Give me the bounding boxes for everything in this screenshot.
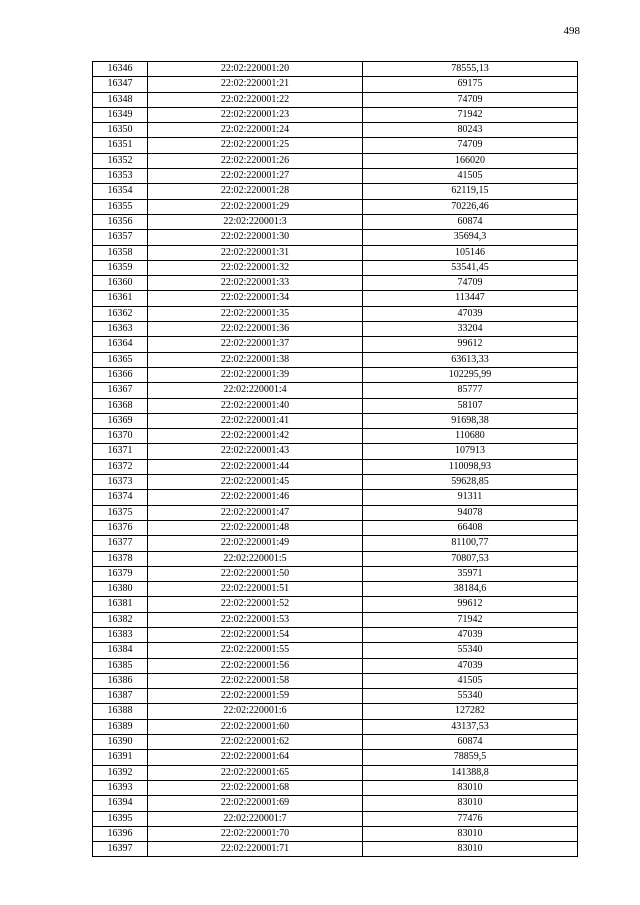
row-number-cell: 16353 <box>93 169 148 184</box>
cadastral-number-cell: 22:02:220001:28 <box>148 184 363 199</box>
row-number-cell: 16368 <box>93 398 148 413</box>
row-number-cell: 16356 <box>93 214 148 229</box>
cadastral-number-cell: 22:02:220001:55 <box>148 643 363 658</box>
cadastral-number-cell: 22:02:220001:49 <box>148 536 363 551</box>
cadastral-number-cell: 22:02:220001:70 <box>148 826 363 841</box>
row-number-cell: 16389 <box>93 719 148 734</box>
value-cell: 105146 <box>363 245 578 260</box>
value-cell: 60874 <box>363 214 578 229</box>
table-row <box>93 322 578 337</box>
table-row <box>93 612 578 627</box>
value-cell: 141388,8 <box>363 765 578 780</box>
row-number-cell: 16370 <box>93 429 148 444</box>
row-number-cell: 16365 <box>93 352 148 367</box>
cadastral-number-cell: 22:02:220001:62 <box>148 735 363 750</box>
table-row <box>93 750 578 765</box>
table-row <box>93 780 578 795</box>
table-row <box>93 413 578 428</box>
value-cell: 69175 <box>363 77 578 92</box>
table-row <box>93 505 578 520</box>
table-row <box>93 551 578 566</box>
value-cell: 63613,33 <box>363 352 578 367</box>
value-cell: 113447 <box>363 291 578 306</box>
row-number-cell: 16388 <box>93 704 148 719</box>
cadastral-number-cell: 22:02:220001:48 <box>148 520 363 535</box>
cadastral-number-cell: 22:02:220001:32 <box>148 260 363 275</box>
value-cell: 35971 <box>363 566 578 581</box>
cadastral-number-cell: 22:02:220001:29 <box>148 199 363 214</box>
table-row <box>93 826 578 841</box>
table-row <box>93 811 578 826</box>
cadastral-number-cell: 22:02:220001:65 <box>148 765 363 780</box>
row-number-cell: 16360 <box>93 276 148 291</box>
row-number-cell: 16383 <box>93 627 148 642</box>
value-cell: 83010 <box>363 780 578 795</box>
row-number-cell: 16379 <box>93 566 148 581</box>
value-cell: 99612 <box>363 597 578 612</box>
cadastral-number-cell: 22:02:220001:23 <box>148 107 363 122</box>
value-cell: 47039 <box>363 627 578 642</box>
table-row <box>93 62 578 77</box>
table-row <box>93 475 578 490</box>
row-number-cell: 16386 <box>93 673 148 688</box>
cadastral-number-cell: 22:02:220001:47 <box>148 505 363 520</box>
value-cell: 74709 <box>363 92 578 107</box>
row-number-cell: 16384 <box>93 643 148 658</box>
value-cell: 55340 <box>363 689 578 704</box>
table-row <box>93 107 578 122</box>
row-number-cell: 16354 <box>93 184 148 199</box>
value-cell: 47039 <box>363 658 578 673</box>
value-cell: 110680 <box>363 429 578 444</box>
value-cell: 66408 <box>363 520 578 535</box>
row-number-cell: 16385 <box>93 658 148 673</box>
row-number-cell: 16376 <box>93 520 148 535</box>
table-row <box>93 796 578 811</box>
cadastral-number-cell: 22:02:220001:34 <box>148 291 363 306</box>
table-row <box>93 260 578 275</box>
table-row <box>93 383 578 398</box>
cadastral-number-cell: 22:02:220001:5 <box>148 551 363 566</box>
value-cell: 55340 <box>363 643 578 658</box>
table-row <box>93 199 578 214</box>
cadastral-number-cell: 22:02:220001:27 <box>148 169 363 184</box>
cadastral-value-table <box>92 61 578 857</box>
cadastral-number-cell: 22:02:220001:37 <box>148 337 363 352</box>
cadastral-number-cell: 22:02:220001:30 <box>148 230 363 245</box>
value-cell: 58107 <box>363 398 578 413</box>
table-row <box>93 536 578 551</box>
table-row <box>93 138 578 153</box>
table-row <box>93 658 578 673</box>
cadastral-number-cell: 22:02:220001:53 <box>148 612 363 627</box>
value-cell: 83010 <box>363 796 578 811</box>
value-cell: 43137,53 <box>363 719 578 734</box>
table-row <box>93 184 578 199</box>
table-row <box>93 123 578 138</box>
cadastral-number-cell: 22:02:220001:24 <box>148 123 363 138</box>
cadastral-number-cell: 22:02:220001:51 <box>148 582 363 597</box>
value-cell: 74709 <box>363 276 578 291</box>
cadastral-number-cell: 22:02:220001:59 <box>148 689 363 704</box>
row-number-cell: 16358 <box>93 245 148 260</box>
value-cell: 53541,45 <box>363 260 578 275</box>
row-number-cell: 16381 <box>93 597 148 612</box>
table-row <box>93 582 578 597</box>
table-row <box>93 444 578 459</box>
row-number-cell: 16380 <box>93 582 148 597</box>
row-number-cell: 16357 <box>93 230 148 245</box>
value-cell: 107913 <box>363 444 578 459</box>
cadastral-number-cell: 22:02:220001:50 <box>148 566 363 581</box>
table-row <box>93 337 578 352</box>
cadastral-number-cell: 22:02:220001:21 <box>148 77 363 92</box>
cadastral-number-cell: 22:02:220001:6 <box>148 704 363 719</box>
table-row <box>93 306 578 321</box>
row-number-cell: 16392 <box>93 765 148 780</box>
row-number-cell: 16390 <box>93 735 148 750</box>
cadastral-number-cell: 22:02:220001:54 <box>148 627 363 642</box>
row-number-cell: 16352 <box>93 153 148 168</box>
row-number-cell: 16391 <box>93 750 148 765</box>
cadastral-number-cell: 22:02:220001:69 <box>148 796 363 811</box>
row-number-cell: 16375 <box>93 505 148 520</box>
table-row <box>93 520 578 535</box>
cadastral-number-cell: 22:02:220001:7 <box>148 811 363 826</box>
table-row <box>93 735 578 750</box>
value-cell: 70226,46 <box>363 199 578 214</box>
value-cell: 77476 <box>363 811 578 826</box>
page-number: 498 <box>563 25 580 37</box>
cadastral-number-cell: 22:02:220001:52 <box>148 597 363 612</box>
row-number-cell: 16395 <box>93 811 148 826</box>
value-cell: 71942 <box>363 612 578 627</box>
cadastral-number-cell: 22:02:220001:38 <box>148 352 363 367</box>
cadastral-number-cell: 22:02:220001:60 <box>148 719 363 734</box>
row-number-cell: 16371 <box>93 444 148 459</box>
table-row <box>93 429 578 444</box>
row-number-cell: 16362 <box>93 306 148 321</box>
value-cell: 62119,15 <box>363 184 578 199</box>
value-cell: 70807,53 <box>363 551 578 566</box>
cadastral-number-cell: 22:02:220001:68 <box>148 780 363 795</box>
row-number-cell: 16393 <box>93 780 148 795</box>
table-row <box>93 92 578 107</box>
table-row <box>93 490 578 505</box>
row-number-cell: 16378 <box>93 551 148 566</box>
row-number-cell: 16397 <box>93 842 148 857</box>
cadastral-number-cell: 22:02:220001:58 <box>148 673 363 688</box>
table-row <box>93 689 578 704</box>
row-number-cell: 16382 <box>93 612 148 627</box>
value-cell: 78555,13 <box>363 62 578 77</box>
row-number-cell: 16348 <box>93 92 148 107</box>
table-body <box>93 62 578 857</box>
cadastral-number-cell: 22:02:220001:41 <box>148 413 363 428</box>
row-number-cell: 16349 <box>93 107 148 122</box>
table-row <box>93 704 578 719</box>
cadastral-number-cell: 22:02:220001:56 <box>148 658 363 673</box>
value-cell: 47039 <box>363 306 578 321</box>
cadastral-number-cell: 22:02:220001:35 <box>148 306 363 321</box>
value-cell: 166020 <box>363 153 578 168</box>
value-cell: 60874 <box>363 735 578 750</box>
cadastral-number-cell: 22:02:220001:40 <box>148 398 363 413</box>
cadastral-number-cell: 22:02:220001:25 <box>148 138 363 153</box>
table-row <box>93 77 578 92</box>
value-cell: 85777 <box>363 383 578 398</box>
value-cell: 78859,5 <box>363 750 578 765</box>
row-number-cell: 16363 <box>93 322 148 337</box>
value-cell: 127282 <box>363 704 578 719</box>
table-row <box>93 627 578 642</box>
row-number-cell: 16369 <box>93 413 148 428</box>
row-number-cell: 16359 <box>93 260 148 275</box>
table-row <box>93 245 578 260</box>
row-number-cell: 16347 <box>93 77 148 92</box>
value-cell: 91698,38 <box>363 413 578 428</box>
cadastral-number-cell: 22:02:220001:26 <box>148 153 363 168</box>
row-number-cell: 16350 <box>93 123 148 138</box>
table-row <box>93 597 578 612</box>
table-row <box>93 765 578 780</box>
value-cell: 102295,99 <box>363 367 578 382</box>
row-number-cell: 16367 <box>93 383 148 398</box>
value-cell: 71942 <box>363 107 578 122</box>
table-row <box>93 169 578 184</box>
table-row <box>93 230 578 245</box>
cadastral-number-cell: 22:02:220001:44 <box>148 459 363 474</box>
value-cell: 41505 <box>363 169 578 184</box>
row-number-cell: 16372 <box>93 459 148 474</box>
cadastral-number-cell: 22:02:220001:64 <box>148 750 363 765</box>
value-cell: 59628,85 <box>363 475 578 490</box>
row-number-cell: 16394 <box>93 796 148 811</box>
table-row <box>93 153 578 168</box>
cadastral-number-cell: 22:02:220001:22 <box>148 92 363 107</box>
table-row <box>93 398 578 413</box>
row-number-cell: 16396 <box>93 826 148 841</box>
row-number-cell: 16373 <box>93 475 148 490</box>
value-cell: 41505 <box>363 673 578 688</box>
cadastral-number-cell: 22:02:220001:33 <box>148 276 363 291</box>
table-row <box>93 276 578 291</box>
table-row <box>93 643 578 658</box>
cadastral-number-cell: 22:02:220001:3 <box>148 214 363 229</box>
row-number-cell: 16377 <box>93 536 148 551</box>
table-row <box>93 352 578 367</box>
value-cell: 80243 <box>363 123 578 138</box>
table-row <box>93 459 578 474</box>
value-cell: 94078 <box>363 505 578 520</box>
cadastral-number-cell: 22:02:220001:71 <box>148 842 363 857</box>
value-cell: 38184,6 <box>363 582 578 597</box>
row-number-cell: 16351 <box>93 138 148 153</box>
cadastral-number-cell: 22:02:220001:39 <box>148 367 363 382</box>
value-cell: 83010 <box>363 842 578 857</box>
table-row <box>93 673 578 688</box>
cadastral-number-cell: 22:02:220001:43 <box>148 444 363 459</box>
cadastral-number-cell: 22:02:220001:20 <box>148 62 363 77</box>
table-row <box>93 367 578 382</box>
cadastral-number-cell: 22:02:220001:46 <box>148 490 363 505</box>
table-row <box>93 719 578 734</box>
value-cell: 91311 <box>363 490 578 505</box>
table-row <box>93 842 578 857</box>
table-row <box>93 214 578 229</box>
cadastral-number-cell: 22:02:220001:42 <box>148 429 363 444</box>
row-number-cell: 16366 <box>93 367 148 382</box>
cadastral-number-cell: 22:02:220001:36 <box>148 322 363 337</box>
value-cell: 35694,3 <box>363 230 578 245</box>
cadastral-number-cell: 22:02:220001:45 <box>148 475 363 490</box>
row-number-cell: 16364 <box>93 337 148 352</box>
row-number-cell: 16361 <box>93 291 148 306</box>
cadastral-number-cell: 22:02:220001:4 <box>148 383 363 398</box>
row-number-cell: 16346 <box>93 62 148 77</box>
table-row <box>93 566 578 581</box>
value-cell: 74709 <box>363 138 578 153</box>
row-number-cell: 16355 <box>93 199 148 214</box>
value-cell: 33204 <box>363 322 578 337</box>
table-row <box>93 291 578 306</box>
cadastral-number-cell: 22:02:220001:31 <box>148 245 363 260</box>
value-cell: 99612 <box>363 337 578 352</box>
value-cell: 83010 <box>363 826 578 841</box>
row-number-cell: 16387 <box>93 689 148 704</box>
row-number-cell: 16374 <box>93 490 148 505</box>
value-cell: 110098,93 <box>363 459 578 474</box>
value-cell: 81100,77 <box>363 536 578 551</box>
